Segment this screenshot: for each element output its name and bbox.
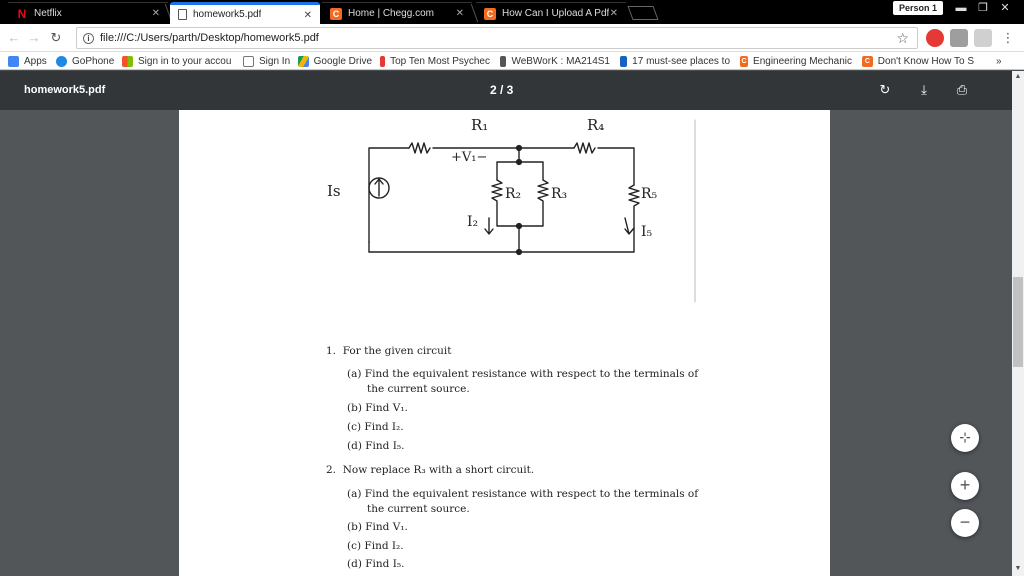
bookmarks-overflow-button[interactable]: » [996, 55, 1002, 67]
bookmark-label: Engineering Mechanic [753, 55, 852, 67]
bookmark-apps[interactable] [8, 53, 50, 69]
address-bar[interactable] [76, 27, 918, 49]
site-icon [620, 56, 627, 67]
resistor-r5-and-bottom-wire [369, 185, 639, 252]
globe-icon [56, 56, 67, 67]
question-2d: (d) Find I₅. [347, 558, 405, 570]
close-tab-icon[interactable]: ✕ [609, 8, 618, 19]
drive-icon [298, 56, 309, 67]
document-icon [178, 9, 187, 20]
zoom-in-button[interactable]: + [951, 472, 979, 500]
bookmark-label: WeBWorK : MA214S1 [511, 55, 610, 67]
pdf-page [179, 110, 830, 576]
bookmark-star-icon[interactable]: ☆ [896, 30, 909, 46]
profile-button[interactable]: Person 1 [893, 1, 943, 15]
i5-arrow [625, 218, 634, 234]
wire-left [369, 148, 409, 242]
tab-netflix[interactable] [8, 2, 168, 24]
question-1c: (c) Find I₂. [347, 421, 404, 433]
close-tab-icon[interactable]: ✕ [151, 8, 160, 19]
question-2c: (c) Find I₂. [347, 540, 404, 552]
document-icon [243, 56, 254, 67]
forward-arrow-icon[interactable]: → [27, 30, 41, 45]
tab-chegg-upload[interactable] [476, 2, 626, 24]
bookmark-17-places[interactable] [620, 53, 730, 69]
current-source-arrow [375, 179, 383, 196]
question-1a: (a) Find the equivalent resistance with respect to the terminals of [347, 368, 699, 380]
scroll-down-arrow-icon[interactable]: ▼ [1014, 565, 1022, 572]
question-1a-cont: the current source. [367, 383, 470, 395]
node-dot [517, 146, 522, 151]
apps-grid-icon [8, 56, 19, 67]
node-dot [517, 224, 522, 229]
bookmark-engineering[interactable] [740, 53, 852, 69]
bookmark-google-drive[interactable] [298, 53, 372, 69]
bookmark-microsoft[interactable] [122, 53, 234, 69]
question-2b: (b) Find V₁. [347, 521, 408, 533]
tab-strip [0, 0, 1024, 24]
bookmark-label: Sign In [259, 55, 291, 67]
print-icon[interactable]: ⎙ [956, 82, 968, 97]
new-tab-button[interactable] [627, 6, 658, 20]
circuit-diagram [179, 110, 830, 310]
bookmark-label: Sign in to your accou [138, 55, 232, 67]
question-1d: (d) Find I₅. [347, 440, 405, 452]
close-tab-icon[interactable]: ✕ [455, 8, 464, 19]
pdf-viewer[interactable] [0, 110, 1012, 576]
label-i2: I₂ [467, 214, 479, 230]
label-r2: R₂ [505, 186, 522, 202]
question-2a-cont: the current source. [367, 503, 470, 515]
bookmark-label: Google Drive [313, 55, 372, 67]
question-2a: (a) Find the equivalent resistance with respect to the terminals of [347, 488, 699, 500]
resistor-r4 [574, 143, 595, 153]
tens-icon [380, 56, 385, 67]
ublock-extension-icon[interactable] [926, 29, 944, 47]
pdf-extension-icon[interactable] [974, 29, 992, 47]
pdf-filename: homework5.pdf [24, 84, 106, 96]
tab-title: Netflix [34, 8, 62, 19]
node-dot [517, 250, 522, 255]
extension-icon[interactable] [950, 29, 968, 47]
question-1b: (b) Find V₁. [347, 402, 408, 414]
i2-arrow [485, 218, 493, 234]
label-v1: +V₁− [451, 150, 488, 165]
chegg-icon: C [484, 8, 496, 20]
bookmark-dont-know[interactable] [862, 53, 974, 69]
bookmark-webwork[interactable] [500, 53, 610, 69]
wire-r2-top [497, 148, 519, 180]
wire-r3-top [519, 162, 543, 180]
page-indicator[interactable]: 2 / 3 [490, 83, 514, 97]
webwork-icon [500, 56, 506, 67]
zoom-out-button[interactable]: − [951, 509, 979, 537]
chegg-icon: C [862, 56, 873, 67]
chegg-icon: C [330, 8, 342, 20]
fit-to-page-button[interactable]: ⊹ [951, 424, 979, 452]
browser-toolbar [0, 24, 1024, 52]
minimize-icon[interactable]: ▬ [955, 2, 967, 14]
info-icon[interactable]: i [83, 33, 94, 44]
back-arrow-icon[interactable]: ← [7, 30, 21, 45]
tab-title: homework5.pdf [193, 9, 262, 20]
bookmarks-bar [0, 52, 1024, 70]
tab-title: Home | Chegg.com [348, 8, 434, 19]
scroll-up-arrow-icon[interactable]: ▲ [1014, 73, 1022, 80]
microsoft-icon [122, 56, 133, 67]
label-r5: R₅ [641, 186, 658, 202]
bookmark-label: GoPhone [72, 55, 115, 67]
node-dot [517, 160, 522, 165]
resistor-r1 [409, 143, 430, 153]
netflix-icon: N [17, 6, 27, 21]
close-tab-icon[interactable]: ✕ [303, 10, 312, 21]
tab-title: How Can I Upload A Pdf [502, 8, 610, 19]
scrollbar-thumb[interactable] [1013, 277, 1023, 367]
label-r1: R₁ [471, 116, 489, 134]
menu-kebab-icon[interactable]: ⋮ [1001, 30, 1015, 45]
question-1-header: 1. For the given circuit [326, 345, 452, 357]
wire-top-right [598, 148, 634, 185]
tab-chegg-home[interactable] [322, 2, 472, 24]
url-text: file:///C:/Users/parth/Desktop/homework5.pdf [100, 32, 319, 44]
bookmark-label: Don't Know How To S [877, 55, 974, 67]
pdf-toolbar [0, 71, 1024, 110]
bookmark-label: Top Ten Most Psychec [390, 55, 490, 67]
label-r3: R₃ [551, 186, 568, 202]
restore-icon[interactable]: ❐ [978, 2, 988, 14]
label-i5: I₅ [641, 224, 653, 240]
bookmark-top-ten[interactable] [380, 53, 490, 69]
bookmark-gophone[interactable] [56, 53, 116, 69]
tab-homework5[interactable] [170, 2, 320, 24]
bookmark-sign-in[interactable] [243, 53, 291, 69]
label-r4: R₄ [587, 116, 605, 134]
label-is: Is [327, 182, 341, 200]
bookmark-label: Apps [24, 55, 47, 67]
bookmark-label: 17 must-see places to [632, 55, 730, 67]
download-icon[interactable]: ⤓ [921, 82, 927, 97]
chegg-icon: C [741, 57, 747, 65]
rotate-icon[interactable]: ↻ [879, 82, 891, 97]
reload-icon[interactable]: ↻ [50, 30, 62, 45]
question-2-header: 2. Now replace R₃ with a short circuit. [326, 464, 535, 476]
resistor-r3 [519, 180, 548, 226]
close-window-icon[interactable]: ✕ [1000, 2, 1010, 14]
